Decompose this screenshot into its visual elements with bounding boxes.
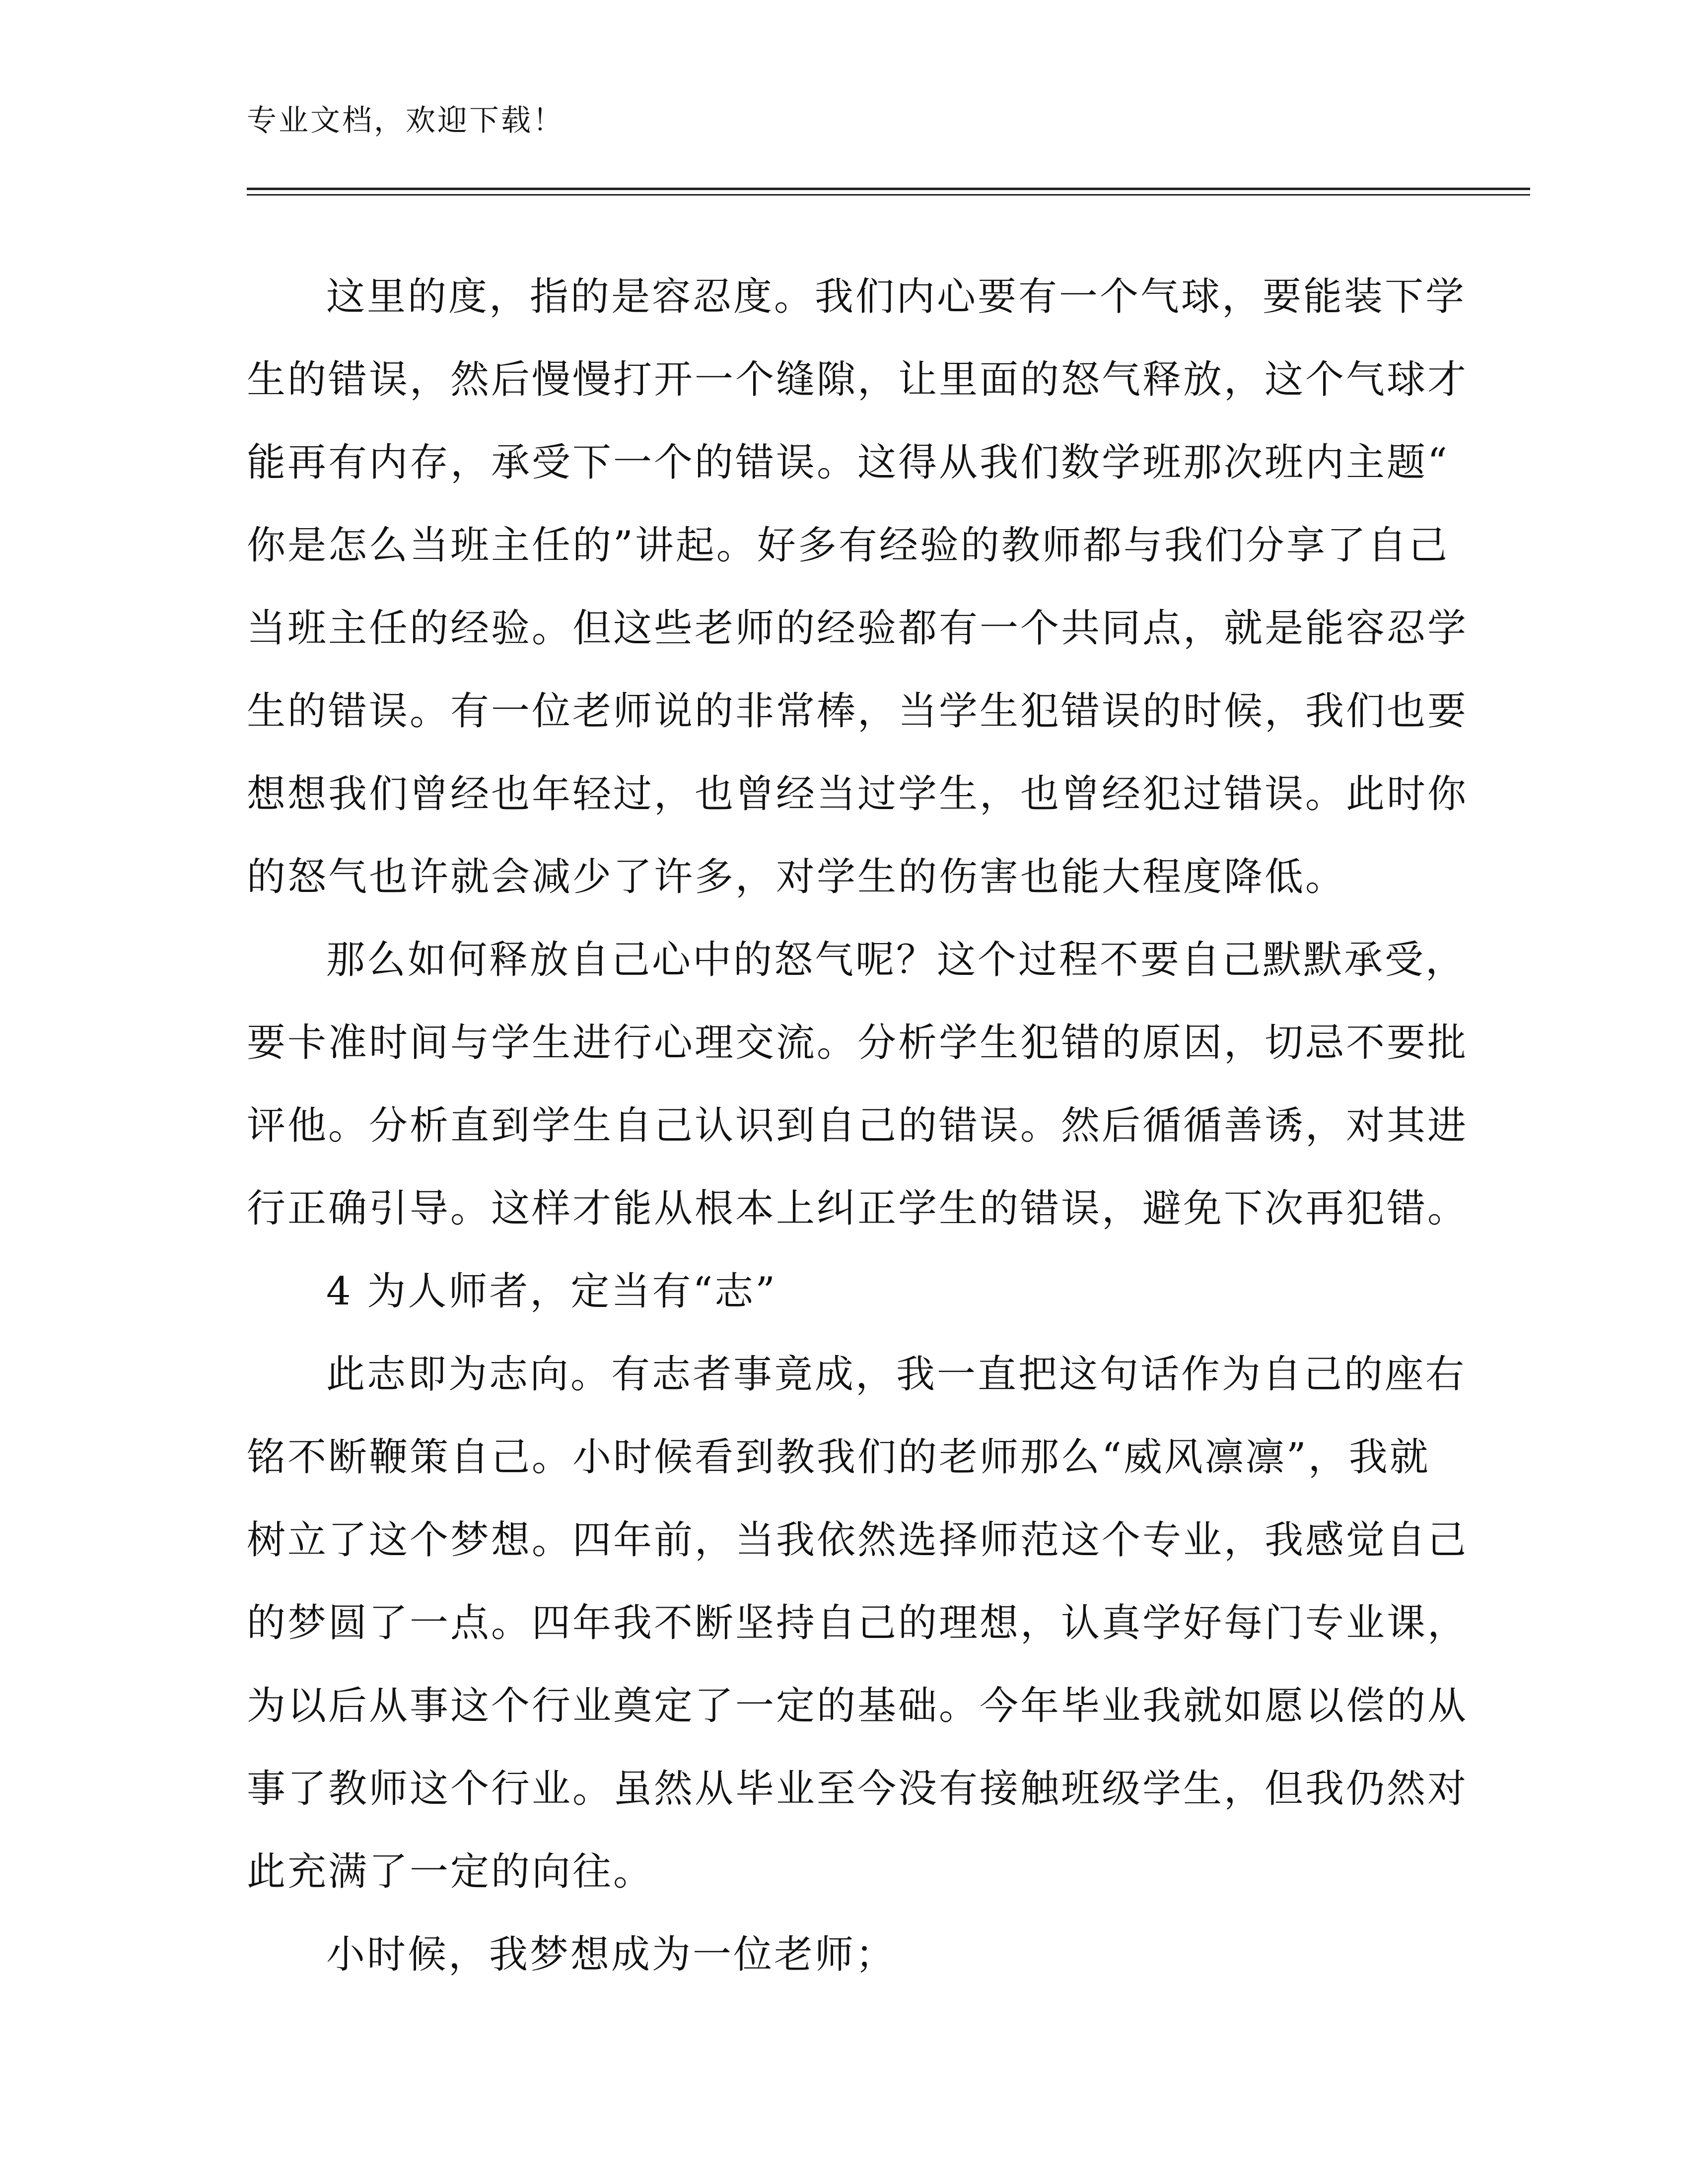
text-line: 的梦圆了一点。四年我不断坚持自己的理想，认真学好每门专业课， [247,1601,1469,1645]
text-line: 那么如何释放自己心中的怒气呢？这个过程不要自己默默承受， [326,938,1467,982]
text-line: 这里的度，指的是容忍度。我们内心要有一个气球，要能装下学 [326,274,1467,319]
text-line: 树立了这个梦想。四年前，当我依然选择师范这个专业，我感觉自己 [247,1518,1469,1563]
text-line: 生的错误。有一位老师说的非常棒，当学生犯错误的时候，我们也要 [247,689,1469,734]
text-line: 事了教师这个行业。虽然从毕业至今没有接触班级学生，但我仍然对 [247,1767,1469,1811]
text-line: 当班主任的经验。但这些老师的经验都有一个共同点，就是能容忍学 [247,606,1469,651]
text-line: 行正确引导。这样才能从根本上纠正学生的错误，避免下次再犯错。 [247,1186,1469,1231]
paragraph-2 [247,919,1469,1250]
text-line: 小时候，我梦想成为一位老师； [326,1932,897,1977]
text-line: 的怒气也许就会减少了许多，对学生的伤害也能大程度降低。 [247,855,1346,899]
header-rule-thin [247,194,1530,196]
text-line: 你是怎么当班主任的”讲起。好多有经验的教师都与我们分享了自己 [247,523,1449,568]
text-line: 此充满了一定的向往。 [247,1849,654,1894]
text-line: 想想我们曾经也年轻过，也曾经当过学生，也曾经犯过错误。此时你 [247,772,1469,817]
text-line: 能再有内存，承受下一个的错误。这得从我们数学班那次班内主题“ [247,440,1449,485]
paragraph-4 [247,1913,1399,1996]
text-line: 此志即为志向。有志者事竟成，我一直把这句话作为自己的座右 [326,1352,1467,1397]
document-body [247,256,1469,1996]
text-line: 评他。分析直到学生自己认识到自己的错误。然后循循善诱，对其进 [247,1103,1469,1148]
document-header: 专业文档，欢迎下载！ [247,103,564,138]
text-line: 要卡准时间与学生进行心理交流。分析学生犯错的原因，切忌不要批 [247,1021,1469,1065]
text-line: 生的错误，然后慢慢打开一个缝隙，让里面的怒气释放，这个气球才 [247,357,1469,402]
text-line: 为以后从事这个行业奠定了一定的基础。今年毕业我就如愿以偿的从 [247,1684,1469,1728]
header-rule-thick [247,188,1530,190]
paragraph-1 [247,256,1469,919]
paragraph-3 [247,1333,1469,1913]
text-line: 铭不断鞭策自己。小时候看到教我们的老师那么“威风凛凛”，我就 [247,1435,1430,1480]
section-heading-4: 4 为人师者，定当有“志” [326,1269,777,1314]
